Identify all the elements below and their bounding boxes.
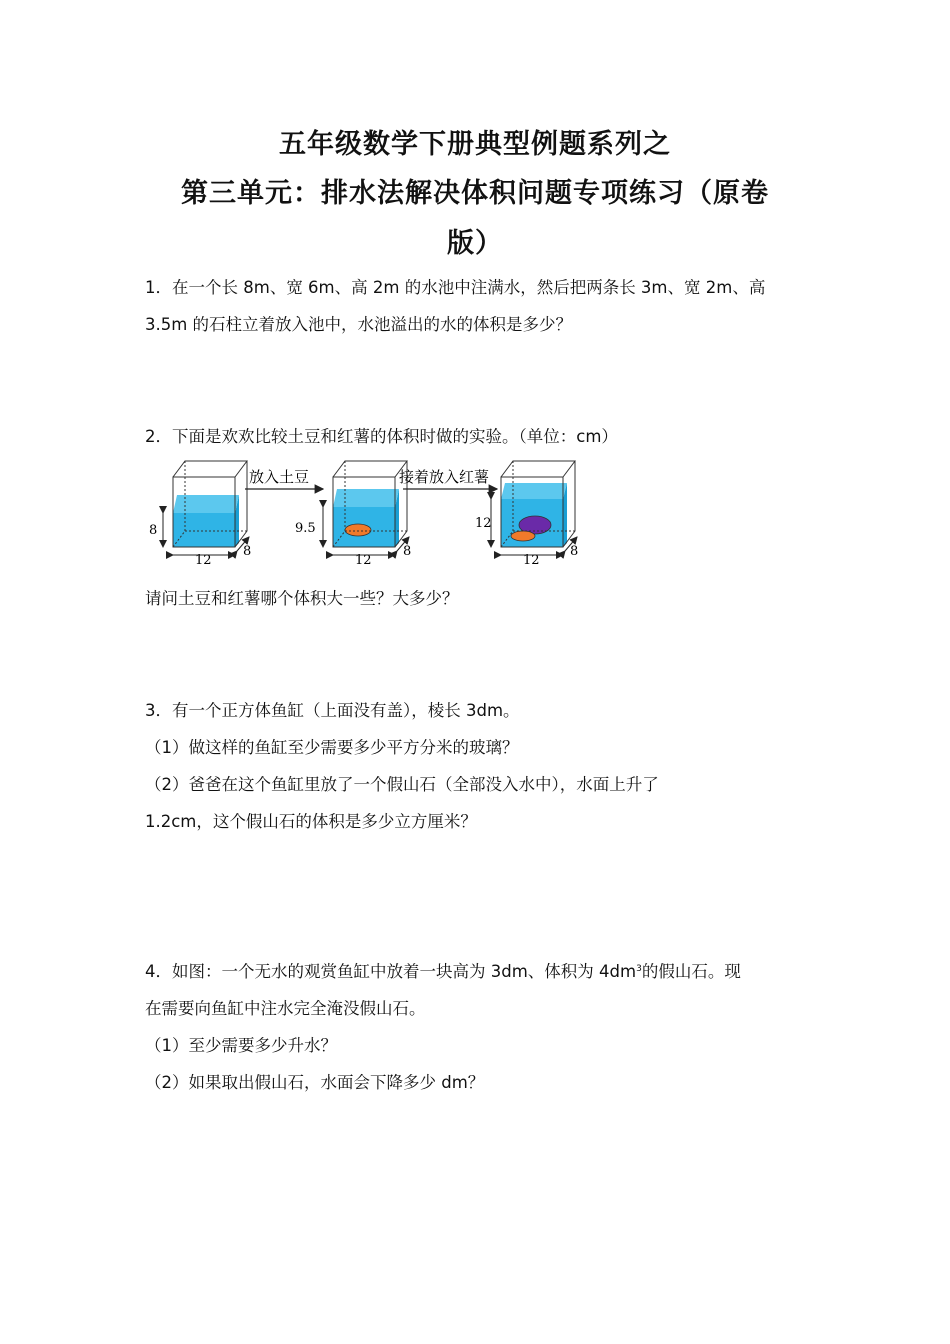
q4-line-1 — [145, 958, 741, 982]
q4-sub1: （1）至少需要多少升水？ — [145, 1036, 337, 1055]
box2-length-label: 12 — [355, 553, 372, 565]
potato-shape — [511, 531, 535, 541]
q4-line-1-part-b: 的假山石。现 — [641, 962, 741, 981]
water-top — [501, 483, 567, 499]
potato-shape — [345, 524, 371, 536]
box3-length-label: 12 — [523, 553, 540, 565]
box2-height-label: 9.5 — [295, 521, 316, 536]
title-line-3: 版） — [447, 228, 503, 259]
cubic-superscript: 3 — [636, 964, 642, 974]
q1-line-1: 1．在一个长 8m、宽 6m、高 2m 的水池中注满水，然后把两条长 3m、宽 2m、高 — [145, 278, 766, 297]
box3-width-label: 8 — [570, 544, 579, 559]
container-2 — [295, 461, 411, 565]
water-front — [173, 513, 235, 547]
box2-width-label: 8 — [403, 544, 412, 559]
container-3 — [475, 461, 578, 565]
q3-sub2-line2: 1.2cm，这个假山石的体积是多少立方厘米？ — [145, 812, 477, 831]
q4-line-2: 在需要向鱼缸中注水完全淹没假山石。 — [145, 999, 426, 1018]
box3-height-label: 12 — [475, 516, 492, 531]
arrow-1-label: 放入土豆 — [249, 468, 310, 486]
title-line-1: 五年级数学下册典型例题系列之 — [279, 129, 671, 160]
box1-length-label: 12 — [195, 553, 212, 565]
q2-intro: 2．下面是欢欢比较土豆和红薯的体积时做的实验。（单位：cm） — [145, 427, 618, 446]
q2-question: 请问土豆和红薯哪个体积大一些？大多少？ — [145, 589, 459, 608]
water-top — [333, 489, 399, 507]
q4-sub2: （2）如果取出假山石，水面会下降多少 dm？ — [145, 1073, 485, 1092]
box1-height-label: 8 — [149, 523, 158, 538]
box1-width-label: 8 — [243, 544, 252, 559]
q3-sub2-line1: （2）爸爸在这个鱼缸里放了一个假山石（全部没入水中），水面上升了 — [145, 775, 659, 794]
experiment-figure — [145, 455, 585, 565]
water-top — [173, 495, 239, 513]
q1-line-2: 3.5m 的石柱立着放入池中，水池溢出的水的体积是多少？ — [145, 315, 573, 334]
q3-sub1: （1）做这样的鱼缸至少需要多少平方分米的玻璃？ — [145, 738, 519, 757]
q3-intro: 3．有一个正方体鱼缸（上面没有盖），棱长 3dm。 — [145, 701, 520, 720]
arrow-2-label: 接着放入红薯 — [399, 468, 490, 486]
container-1 — [149, 461, 251, 565]
q4-line-1-part-a: 4．如图：一个无水的观赏鱼缸中放着一块高为 3dm、体积为 4dm — [145, 962, 637, 981]
title-line-2: 第三单元：排水法解决体积问题专项练习（原卷 — [181, 178, 769, 209]
